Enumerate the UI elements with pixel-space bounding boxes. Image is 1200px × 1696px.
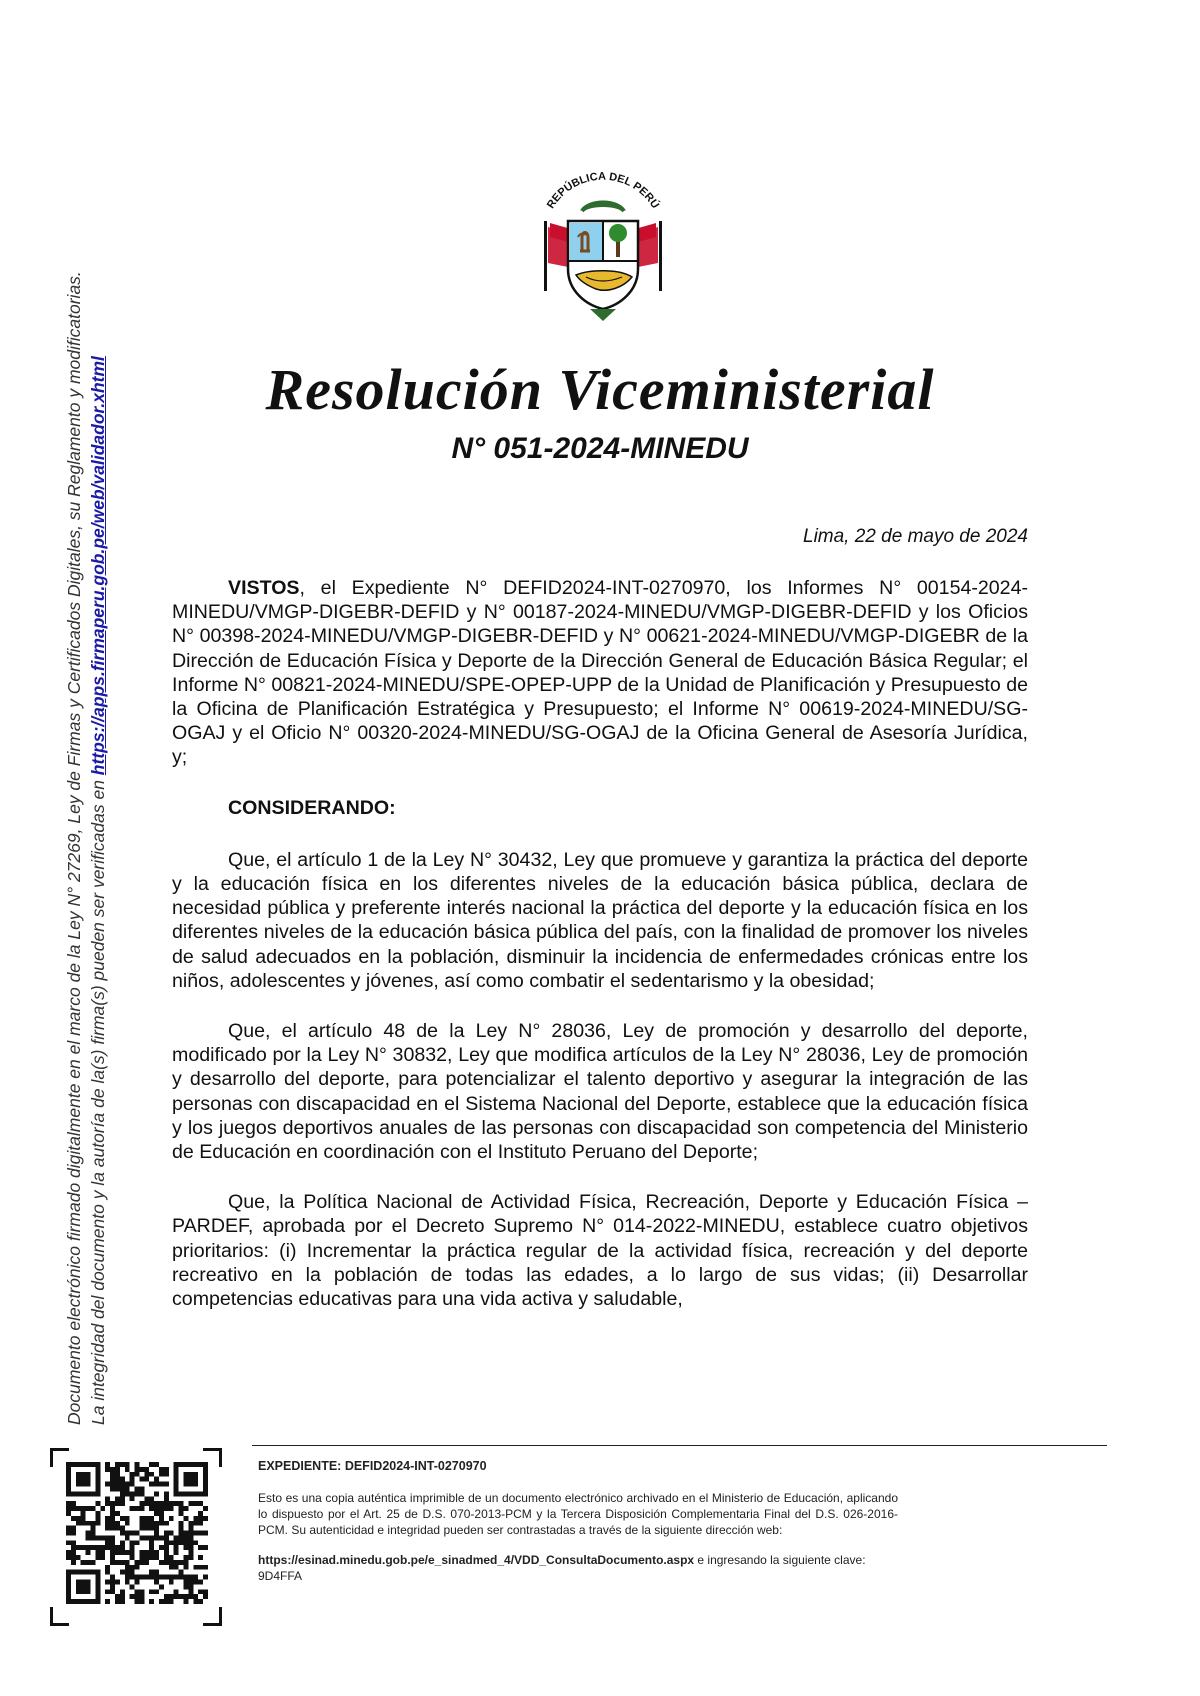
- footer-divider: [252, 1445, 1107, 1446]
- document-body: [172, 576, 1028, 1337]
- digital-signature-note: [62, 65, 110, 1425]
- signature-law-text: Documento electrónico firmado digitalmente en el marco de la Ley N° 27269, Ley de Firmas y Certificados Digitales, su Reglamento y modificatorias.: [64, 271, 84, 1425]
- document-date: Lima, 22 de mayo de 2024: [803, 526, 1028, 547]
- resolution-number: N° 051-2024-MINEDU: [451, 432, 749, 465]
- document-title: Resolución Viceministerial: [265, 357, 935, 422]
- document-footer: [258, 1458, 898, 1584]
- considerando-paragraph-1: Que, el artículo 1 de la Ley N° 30432, Ley que promueve y garantiza la práctica del deporte y la educación física en los diferentes niveles de la educación básica pública, declara de necesidad pública y preferente interés nacional la práctica del deporte y la educación física en los diferentes niveles de la educación básica pública del país, con la finalidad de promover los niveles de salud adecuados en la población, disminuir la incidencia de enfermedades crónicas entre los niños, adolescentes y jóvenes, así como combatir el sedentarismo y la obesidad;: [172, 848, 1028, 992]
- verification-url-line: https://esinad.minedu.gob.pe/e_sinadmed_4/VDD_ConsultaDocumento.aspx e ingresando la siguiente clave: 9D4FFA: [258, 1553, 866, 1583]
- considerando-paragraph-3: Que, la Política Nacional de Actividad Física, Recreación, Deporte y Educación Física – PARDEF, aprobada por el Decreto Supremo N° 014-2022-MINEDU, establece cuatro objetivos prioritarios: (i) Incrementar la práctica regular de la actividad física, recreación y del deporte recreativo en la población de todas las edades, a lo largo de sus vidas; (ii) Desarrollar competencias educativas para una vida activa y saludable,: [172, 1191, 1028, 1311]
- vistos-paragraph: VISTOS, el Expediente N° DEFID2024-INT-0270970, los Informes N° 00154-2024-MINEDU/VMGP-DIGEBR-DEFID y N° 00187-2024-MINEDU/VMGP-DIGEBR-DEFID y los Oficios N° 00398-2024-MINEDU/VMGP-DIGEBR-DEFID y N° 00621-2024-MINEDU/VMGP-DIGEBR de la Dirección de Educación Física y Deporte de la Dirección General de Educación Básica Regular; el Informe N° 00821-2024-MINEDU/SPE-OPEP-UPP de la Unidad de Planificación y Presupuesto de la Oficina de Planificación Estratégica y Presupuesto; el Informe N° 00619-2024-MINEDU/SG-OGAJ y el Oficio N° 00320-2024-MINEDU/SG-OGAJ de la Oficina General de Asesoría Jurídica, y;: [172, 577, 1028, 769]
- expediente-number: EXPEDIENTE: DEFID2024-INT-0270970: [258, 1459, 487, 1473]
- considerando-heading: CONSIDERANDO:: [228, 796, 396, 819]
- coat-of-arms-seal: [528, 165, 678, 325]
- validator-link[interactable]: https://apps.firmaperu.gob.pe/web/validador.xhtml: [88, 356, 108, 776]
- verification-url[interactable]: https://esinad.minedu.gob.pe/e_sinadmed_4/VDD_ConsultaDocumento.aspx: [258, 1553, 695, 1567]
- vistos-label: VISTOS: [228, 577, 300, 599]
- seal-arc-text: REPÚBLICA DEL PERÚ: [544, 170, 662, 211]
- qr-code: [66, 1462, 208, 1604]
- considerando-paragraph-2: Que, el artículo 48 de la Ley N° 28036, Ley de promoción y desarrollo del deporte, modificado por la Ley N° 30832, Ley que modifica artículos de la Ley N° 28036, Ley de promoción y desarrollo del deporte, para potencializar el talento deportivo y asegurar la integración de las personas con discapacidad en el Sistema Nacional del Deporte, establece que la educación física y los juegos deportivos anuales de las personas con discapacidad son competencia del Ministerio de Educación en coordinación con el Instituto Peruano del Deporte;: [172, 1020, 1028, 1164]
- signature-verification-text: La integridad del documento y la autoría de la(s) firma(s) pueden ser verificadas en https://apps.firmaperu.gob.pe/web/validador.xhtml: [88, 356, 108, 1425]
- authenticity-notice: Esto es una copia auténtica imprimible de un documento electrónico archivado en el Ministerio de Educación, aplicando lo dispuesto por el Art. 25 de D.S. 070-2013-PCM y la Tercera Disposición Complementaria Final del D.S. 026-2016-PCM. Su autenticidad e integridad pueden ser contrastadas a través de la siguiente dirección web:: [258, 1491, 898, 1537]
